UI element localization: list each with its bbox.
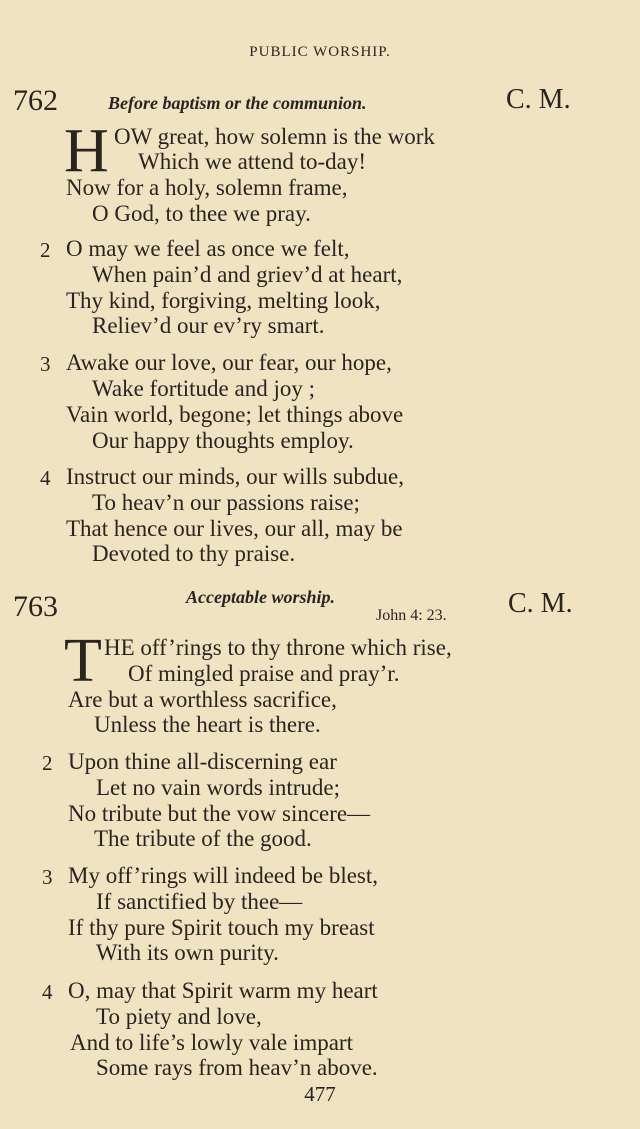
verse-line: Awake our love, our fear, our hope,: [66, 350, 392, 375]
verse-line: Devoted to thy praise.: [92, 541, 296, 566]
hymn-number: 763: [13, 590, 58, 623]
verse-line: Unless the heart is there.: [94, 712, 321, 737]
verse-line: Some rays from heav’n above.: [96, 1055, 378, 1080]
verse-number: 2: [42, 751, 53, 775]
verse-number: 3: [42, 865, 53, 889]
hymn-meter: C. M.: [508, 588, 573, 619]
verse-line: O, may that Spirit warm my heart: [68, 978, 378, 1003]
verse-line: If thy pure Spirit touch my breast: [68, 915, 375, 940]
verse-line: That hence our lives, our all, may be: [66, 516, 403, 541]
verse-number: 4: [40, 466, 51, 490]
verse-line: Now for a holy, solemn frame,: [66, 175, 348, 200]
verse-line: Thy kind, forgiving, melting look,: [66, 288, 381, 313]
verse-line: Which we attend to-day!: [138, 149, 366, 174]
drop-cap: H: [64, 117, 109, 185]
verse-line: To piety and love,: [96, 1004, 262, 1029]
page-number: 477: [304, 1082, 336, 1106]
drop-cap: T: [64, 627, 102, 695]
verse-line: HE off’rings to thy throne which rise,: [104, 635, 452, 660]
verse-line: Vain world, begone; let things above: [66, 402, 404, 427]
verse-number: 4: [42, 980, 53, 1004]
verse-line: OW great, how solemn is the work: [114, 124, 435, 149]
hymn-subtitle: Acceptable worship.: [186, 587, 335, 607]
verse-line: If sanctified by thee—: [96, 889, 303, 914]
verse-line: Upon thine all-discerning ear: [68, 749, 337, 774]
verse-number: 3: [40, 352, 51, 376]
hymn-meter: C. M.: [506, 84, 571, 115]
verse-line: The tribute of the good.: [94, 826, 312, 851]
verse-line: When pain’d and griev’d at heart,: [92, 262, 403, 287]
verse-line: And to life’s lowly vale impart: [70, 1030, 353, 1055]
verse-line: Are but a worthless sacrifice,: [68, 687, 337, 712]
verse-line: Wake fortitude and joy ;: [92, 376, 315, 401]
verse-line: O may we feel as once we felt,: [66, 236, 350, 261]
running-head: PUBLIC WORSHIP.: [249, 44, 391, 60]
verse-line: Our happy thoughts employ.: [92, 428, 354, 453]
verse-line: O God, to thee we pray.: [92, 201, 311, 226]
verse-number: 2: [40, 238, 51, 262]
verse-line: No tribute but the vow sincere—: [68, 801, 371, 826]
verse-line: Reliev’d our ev’ry smart.: [92, 313, 325, 338]
verse-line: Let no vain words intrude;: [96, 775, 341, 800]
verse-line: Of mingled praise and pray’r.: [128, 661, 400, 686]
verse-line: My off’rings will indeed be blest,: [68, 863, 379, 888]
verse-line: To heav’n our passions raise;: [92, 490, 360, 515]
verse-line: Instruct our minds, our wills subdue,: [66, 464, 404, 489]
verse-line: With its own purity.: [96, 940, 279, 965]
hymn-number: 762: [13, 84, 58, 117]
hymn-subtitle: Before baptism or the communion.: [108, 93, 367, 113]
scripture-reference: John 4: 23.: [376, 607, 447, 624]
